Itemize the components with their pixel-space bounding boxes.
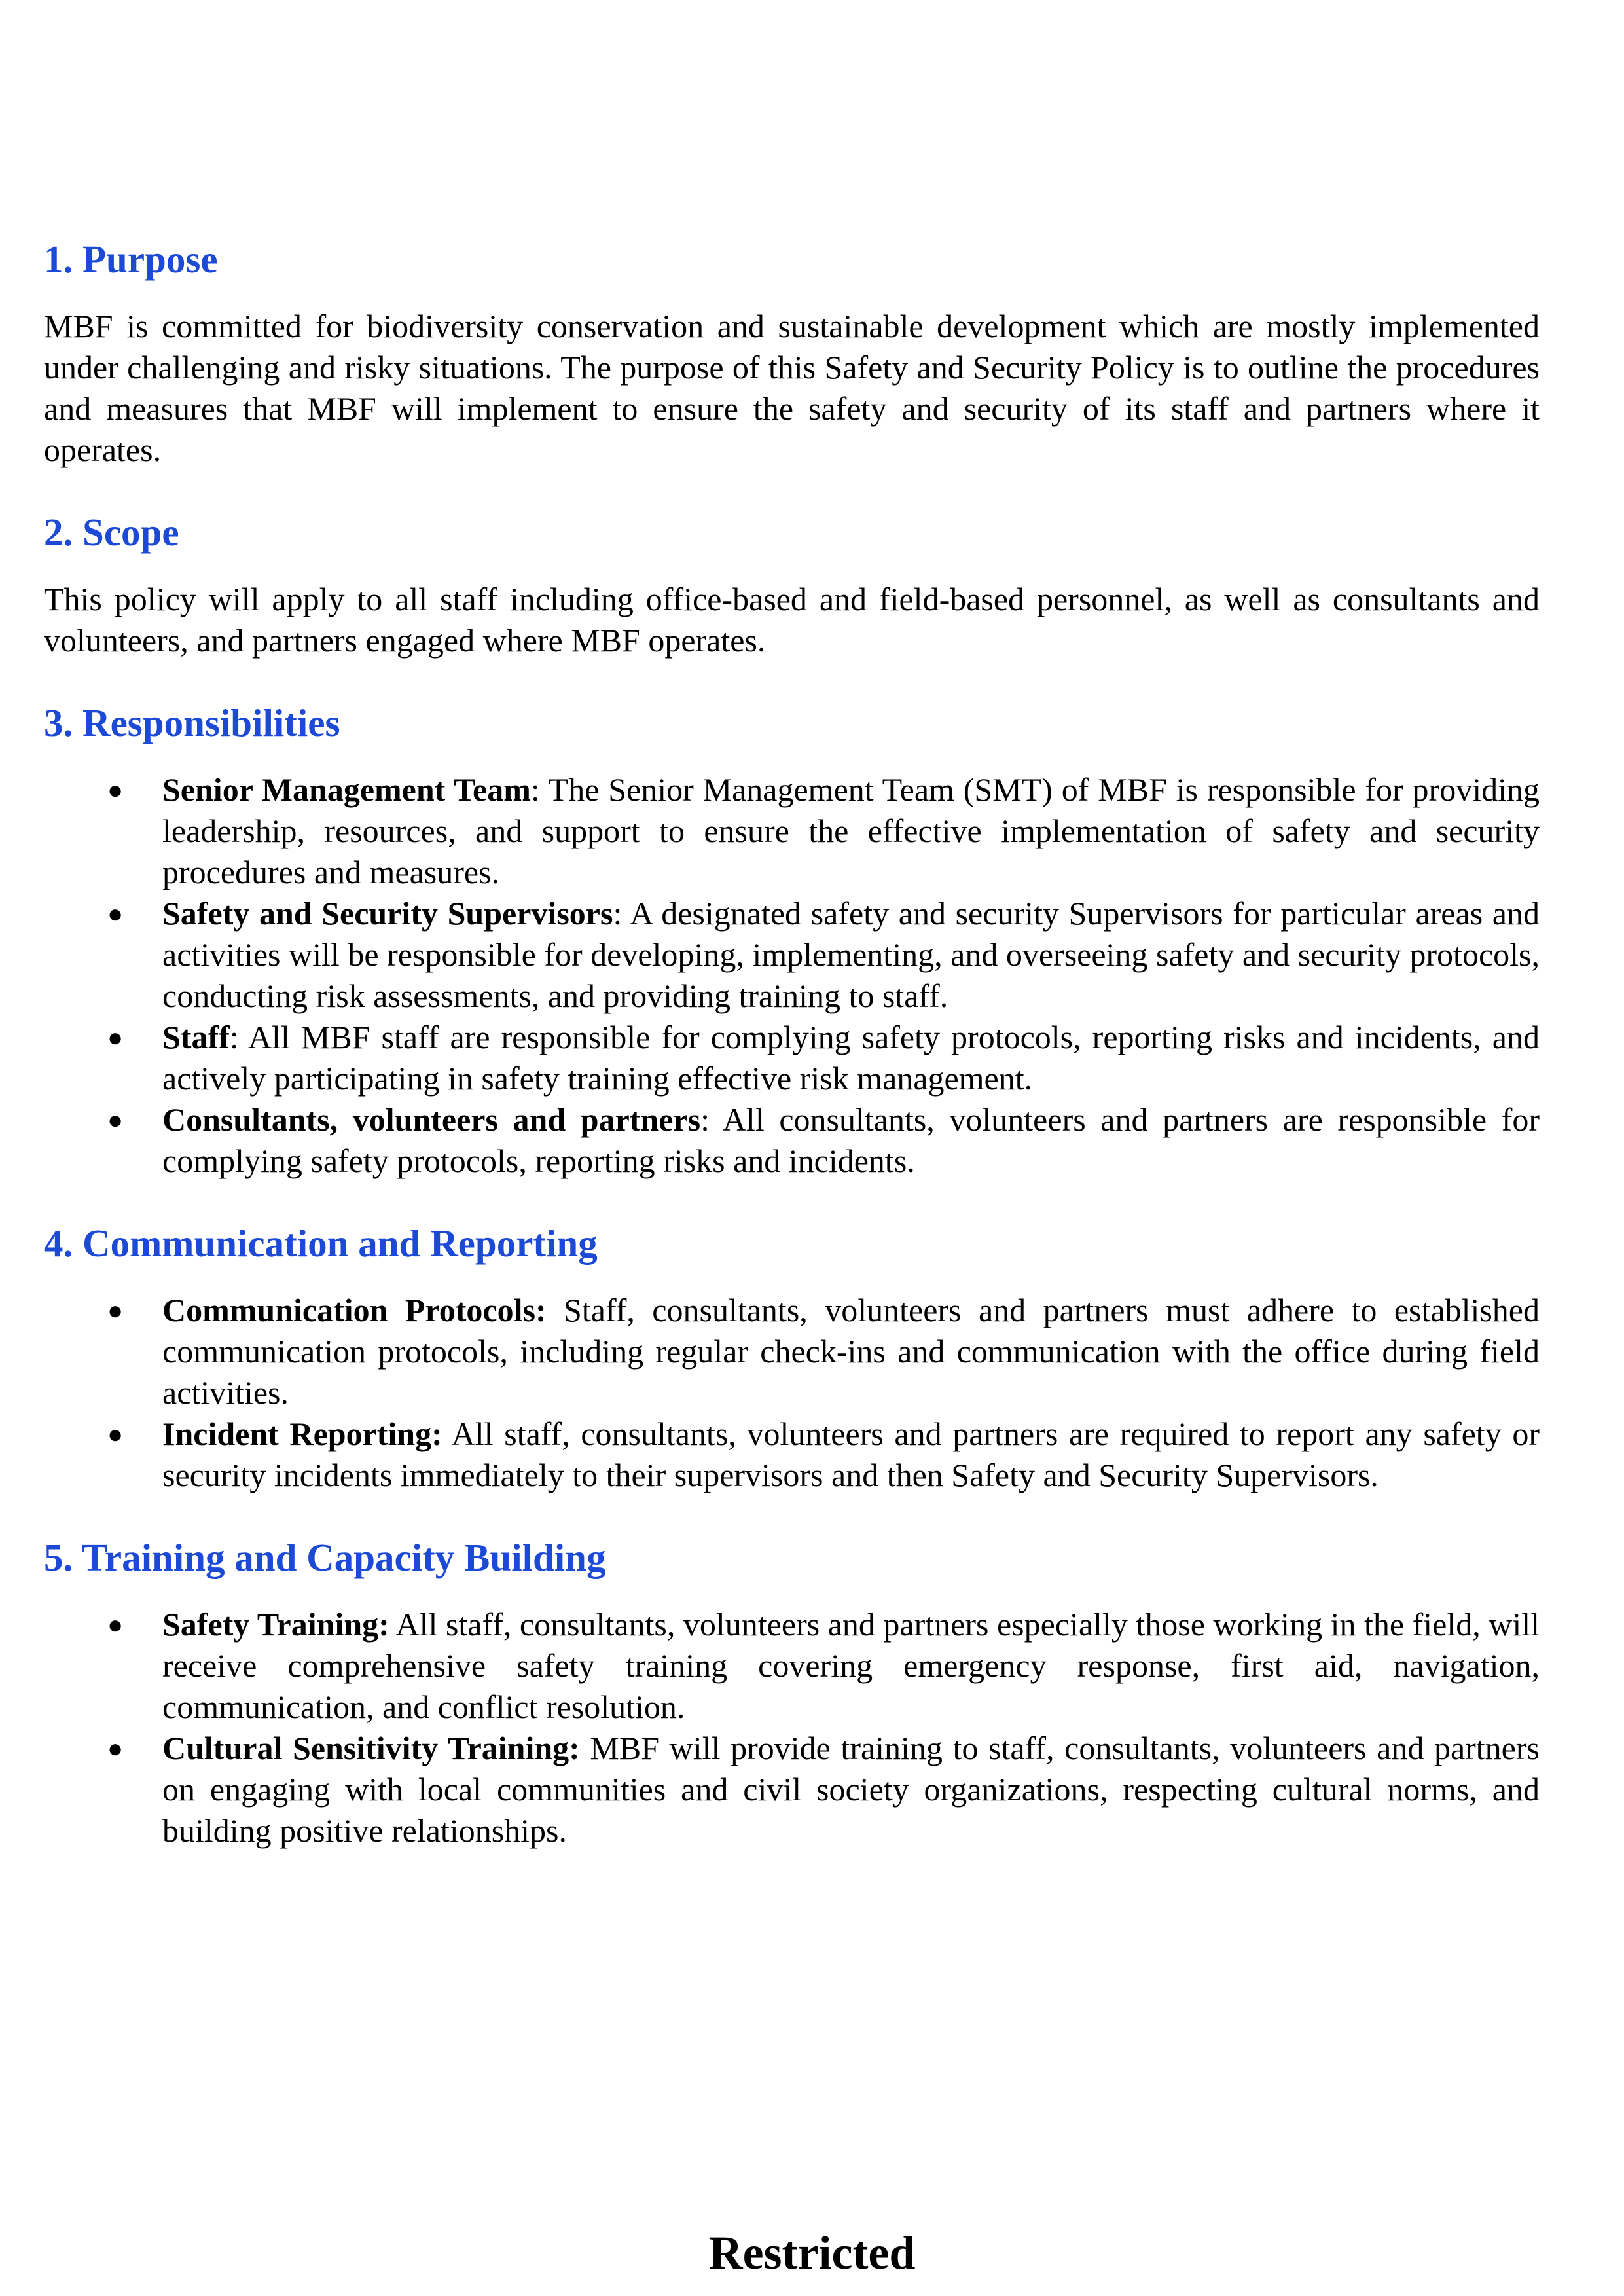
list-item-term: Senior Management Team <box>162 771 531 808</box>
communication-list <box>44 1290 1540 1496</box>
bullet-icon: ● <box>107 1734 124 1763</box>
bullet-icon: ● <box>107 1419 124 1449</box>
section-heading-training: 5. Training and Capacity Building <box>44 1536 606 1579</box>
bullet-icon: ● <box>107 1296 124 1325</box>
list-item-text: : All consultants, volunteers and partners are responsible for complying safety protocols, reporting risks and incidents. <box>162 1101 1540 1179</box>
document-body <box>44 236 1540 1851</box>
list-item <box>44 1099 1540 1182</box>
list-item <box>44 1413 1540 1496</box>
list-item-text: All staff, consultants, volunteers and partners are required to report any safety or security incidents immediately to their supervisors and then Safety and Security Supervisors. <box>162 1415 1540 1493</box>
bullet-icon: ● <box>107 899 124 928</box>
list-item <box>44 769 1540 893</box>
list-item-term: Staff <box>162 1019 230 1055</box>
bullet-icon: ● <box>107 1610 124 1639</box>
list-item <box>44 1604 1540 1728</box>
list-item-term: Communication Protocols: <box>162 1292 547 1328</box>
list-item-term: Consultants, volunteers and partners <box>162 1101 701 1138</box>
list-item-text: MBF will provide training to staff, consultants, volunteers and partners on engaging with local communities and civil society organizations, respecting cultural norms, and building positive relationships. <box>162 1730 1540 1849</box>
list-item-term: Incident Reporting: <box>162 1415 442 1452</box>
list-item <box>44 1728 1540 1851</box>
list-item-text: : All MBF staff are responsible for complying safety protocols, reporting risks and incidents, and actively participating in safety training effective risk management. <box>162 1019 1540 1097</box>
list-item-term: Cultural Sensitivity Training: <box>162 1730 580 1766</box>
list-item-text: Staff, consultants, volunteers and partners must adhere to established communication protocols, including regular check-ins and communication with the office during field activities. <box>162 1292 1540 1411</box>
list-item-text: : The Senior Management Team (SMT) of MBF is responsible for providing leadership, resources, and support to ensure the effective implementation of safety and security procedures and measures. <box>162 771 1540 890</box>
section-heading-purpose: 1. Purpose <box>44 238 218 281</box>
section-heading-responsibilities: 3. Responsibilities <box>44 701 340 744</box>
list-item-text: All staff, consultants, volunteers and partners especially those working in the field, will receive comprehensive safety training covering emergency response, first aid, navigation, communication, and conflict resolution. <box>162 1606 1540 1725</box>
footer-classification: Restricted <box>708 2227 916 2279</box>
section-heading-communication: 4. Communication and Reporting <box>44 1222 598 1265</box>
list-item-term: Safety and Security Supervisors <box>162 895 613 932</box>
list-item-text: : A designated safety and security Supervisors for particular areas and activities will be responsible for developing, implementing, and overseeing safety and security protocols, conducting risk assessments, and providing training to staff. <box>162 895 1540 1014</box>
list-item <box>44 1290 1540 1413</box>
bullet-icon: ● <box>107 1023 124 1052</box>
section-heading-scope: 2. Scope <box>44 511 179 554</box>
scope-paragraph: This policy will apply to all staff including office-based and field-based personnel, as well as consultants and volunteers, and partners engaged where MBF operates. <box>44 581 1540 659</box>
responsibilities-list <box>44 769 1540 1182</box>
list-item <box>44 893 1540 1017</box>
training-list <box>44 1604 1540 1851</box>
purpose-paragraph: MBF is committed for biodiversity conservation and sustainable development which are mostly implemented under challenging and risky situations. The purpose of this Safety and Security Policy is to outline the procedures and measures that MBF will implement to ensure the safety and security of its staff and partners where it operates. <box>44 308 1540 468</box>
bullet-icon: ● <box>107 1105 124 1135</box>
bullet-icon: ● <box>107 775 124 805</box>
list-item-term: Safety Training: <box>162 1606 389 1643</box>
list-item <box>44 1017 1540 1099</box>
